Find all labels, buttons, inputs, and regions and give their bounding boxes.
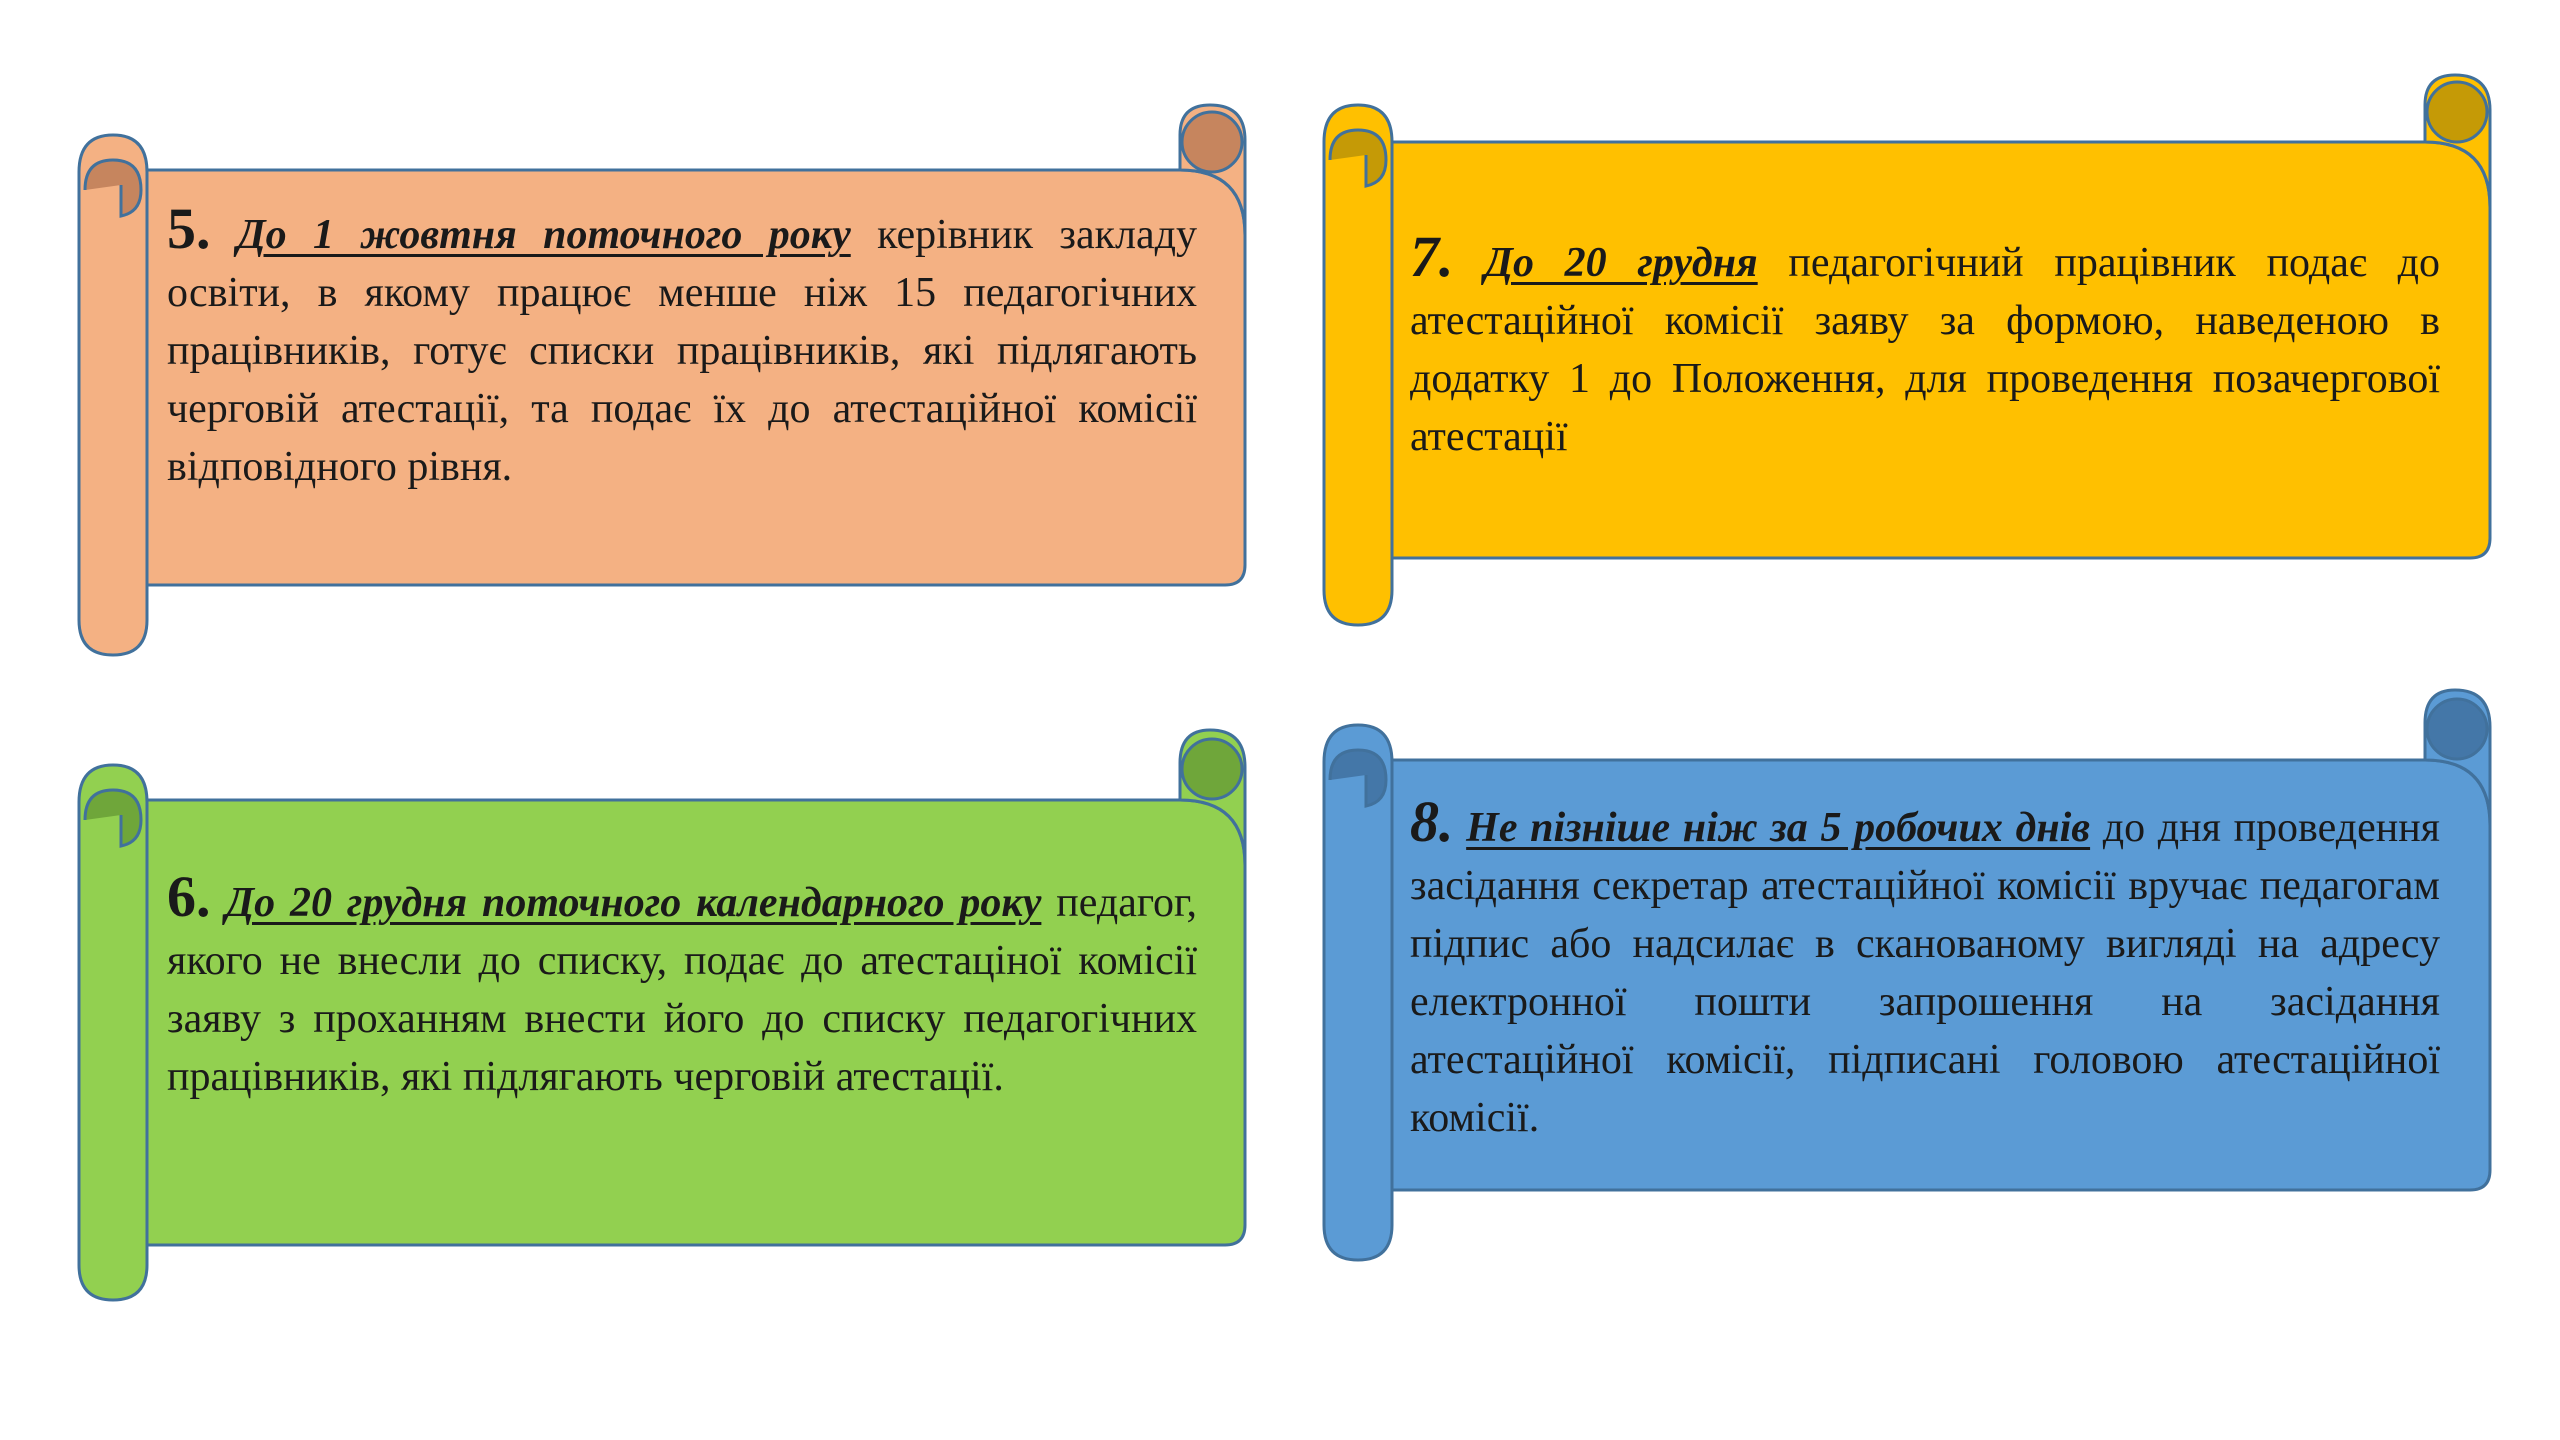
card-text: [167, 196, 1197, 496]
card-text: [167, 864, 1198, 1106]
card-deadline: До 20 грудня поточного календарного року: [225, 880, 1042, 926]
card-number: 7.: [1410, 224, 1454, 289]
scroll-card-5: [75, 100, 1255, 660]
card-deadline: До 1 жовтня поточного року: [236, 212, 851, 258]
card-description: педагогічний працівник подає до атестаційної комісії заяву за формою, наведеною в додатку 1 до Положення, для проведення позачергової атестації: [1410, 240, 2440, 460]
card-description: керівник закладу освіти, в якому працює менше ніж 15 педагогічних працівників, готує списки працівників, які підлягають черговій атестації, та подає їх до атестаційної комісії відповідного рівня.: [167, 212, 1197, 490]
card-deadline: До 20 грудня: [1484, 240, 1758, 286]
card-text: [1410, 789, 2440, 1147]
card-number: 8.: [1410, 789, 1454, 854]
scroll-card-6: [75, 725, 1255, 1305]
card-description: педагог, якого не внесли до списку, подає до атестаціної комісії заяву з проханням внести його до списку педагогічних працівників, які підлягають черговій атестації.: [167, 880, 1198, 1100]
card-number: 6.: [167, 864, 211, 929]
card-number: 5.: [167, 196, 211, 261]
card-description: до дня проведення засідання секретар атестаційної комісії вручає педагогам підпис або надсилає в сканованому вигляді на адресу електронної пошти запрошення на засідання атестаційної комісії, підписані головою атестаційної комісії.: [1410, 805, 2440, 1141]
scroll-card-8: [1320, 685, 2500, 1265]
card-text: [1410, 224, 2440, 466]
card-deadline: Не пізніше ніж за 5 робочих днів: [1466, 805, 2091, 851]
scroll-card-7: [1320, 70, 2500, 630]
